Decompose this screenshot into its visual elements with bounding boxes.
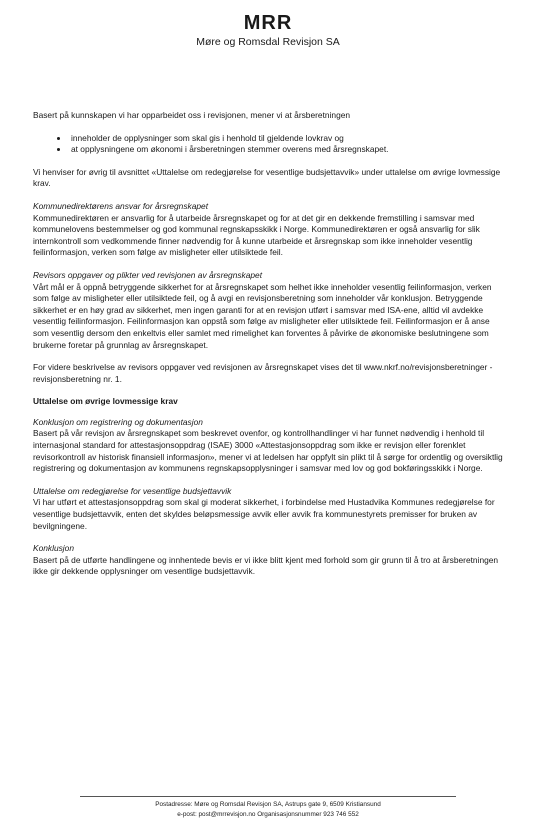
letterhead bbox=[0, 12, 536, 49]
section-auditor-duties bbox=[33, 270, 505, 351]
footer-address: Postadresse: Møre og Romsdal Revisjon SA, Astrups gate 9, 6509 Kristiansund bbox=[155, 801, 381, 808]
section-body: Basert på de utførte handlingene og innhentede bevis er vi ikke blitt kjent med forhold som gir grunn til å tro at årsberetningen ikke gir dekkende opplysninger om vesentlige budsjettavvik. bbox=[33, 554, 499, 577]
document-body bbox=[33, 110, 505, 589]
company-logo: MRR bbox=[243, 12, 293, 34]
bullet-item: • at opplysningene om økonomi i årsberetningen stemmer overens med årsregnskapet. bbox=[69, 144, 505, 156]
section-registration-conclusion bbox=[33, 417, 505, 475]
company-name: Møre og Romsdal Revisjon SA bbox=[196, 36, 340, 48]
conclusion-bullet-list bbox=[33, 133, 505, 156]
section-body: Vi har utført et attestasjonsoppdrag som skal gi moderat sikkerhet, i forbindelse med Hustadvika Kommunes redegjørelse for vesentlige budsjettavvik, enten det skyldes beløpsmessige avvik eller avvik fra kommunestyrets premisser for bruken av bevilgningene. bbox=[33, 497, 495, 531]
footer-contact: e-post: post@mrrevisjon.no Organisasjonsnummer 923 746 552 bbox=[177, 810, 359, 818]
reference-paragraph: Vi henviser for øvrig til avsnittet «Uttalelse om redegjørelse for vesentlige budsjettavvik» under uttalelse om øvrige lovmessige krav. bbox=[33, 166, 501, 189]
section-heading: Uttalelse om redegjørelse for vesentlige budsjettavvik bbox=[33, 485, 232, 496]
section-body: Vårt mål er å oppnå betryggende sikkerhet for at årsregnskapet som helhet ikke inneholder vesentlig feilinformasjon, verken som følge av misligheter eller utilsiktede feil, og å avgi en revisjonsberetning som inneholder vår konklusjon. Betryggende sikkerhet er en høy grad av sikkerhet, men ingen garanti for at en revisjon utført i samsvar med ISA-ene, alltid vil avdekke vesentlig feilinformasjon. Feilinformasjon kan oppstå som følge av misligheter eller utilsiktede feil. Feilinformasjon er å anse som vesentlig dersom den enkeltvis eller samlet med rimelighet kan forventes å påvirke de økonomiske beslutningene som brukerne foretar på grunnlag av årsregnskapet. bbox=[33, 281, 492, 350]
section-heading: Konklusjon om registrering og dokumentasjon bbox=[33, 416, 203, 427]
section-conclusion bbox=[33, 543, 505, 578]
section-management-responsibility bbox=[33, 201, 505, 259]
section-body: Kommunedirektøren er ansvarlig for å utarbeide årsregnskapet og for at det gir en dekkende fremstilling i samsvar med kommunelovens bestemmelser og god kommunal regnskapsskikk i Norge. Kommunedirektøren er også ansvarlig for slik internkontroll som vedkommende finner nødvendig for å kunne utarbeide et årsregnskap som ikke inneholder vesentlig feilinformasjon, verken som følge av misligheter eller utilsiktede feil. bbox=[33, 212, 480, 258]
page-footer bbox=[80, 796, 456, 819]
further-description-paragraph: For videre beskrivelse av revisors oppgaver ved revisjonen av årsregnskapet vises det til www.nkrf.no/revisjonsberetninger - revisjonsberetning nr. 1. bbox=[33, 362, 493, 384]
section-heading: Konklusjon bbox=[33, 543, 74, 554]
section-heading-other-requirements: Uttalelse om øvrige lovmessige krav bbox=[33, 396, 178, 407]
bullet-item: • inneholder de opplysninger som skal gis i henhold til gjeldende lovkrav og bbox=[69, 133, 505, 145]
section-heading: Revisors oppgaver og plikter ved revisjonen av årsregnskapet bbox=[33, 269, 263, 280]
section-heading: Kommunedirektørens ansvar for årsregnskapet bbox=[33, 200, 209, 211]
section-budget-deviation bbox=[33, 486, 505, 532]
intro-paragraph: Basert på kunnskapen vi har opparbeidet oss i revisjonen, mener vi at årsberetningen bbox=[33, 110, 351, 120]
section-body: Basert på vår revisjon av årsregnskapet som beskrevet ovenfor, og kontrollhandlinger vi har funnet nødvendig i henhold til internasjonal standard for attestasjonsoppdrag (ISAE) 3000 «Attestasjonsoppdrag som ikke er revisjon eller forenklet revisorkontroll av historisk finansiell informasjon», mener vi at ledelsen har oppfylt sin plikt til å sørge for ordentlig og oversiktlig registrering og dokumentasjon av kommunens regnskapsopplysninger i samsvar med lov og god bokføringsskikk i Norge. bbox=[33, 428, 503, 474]
